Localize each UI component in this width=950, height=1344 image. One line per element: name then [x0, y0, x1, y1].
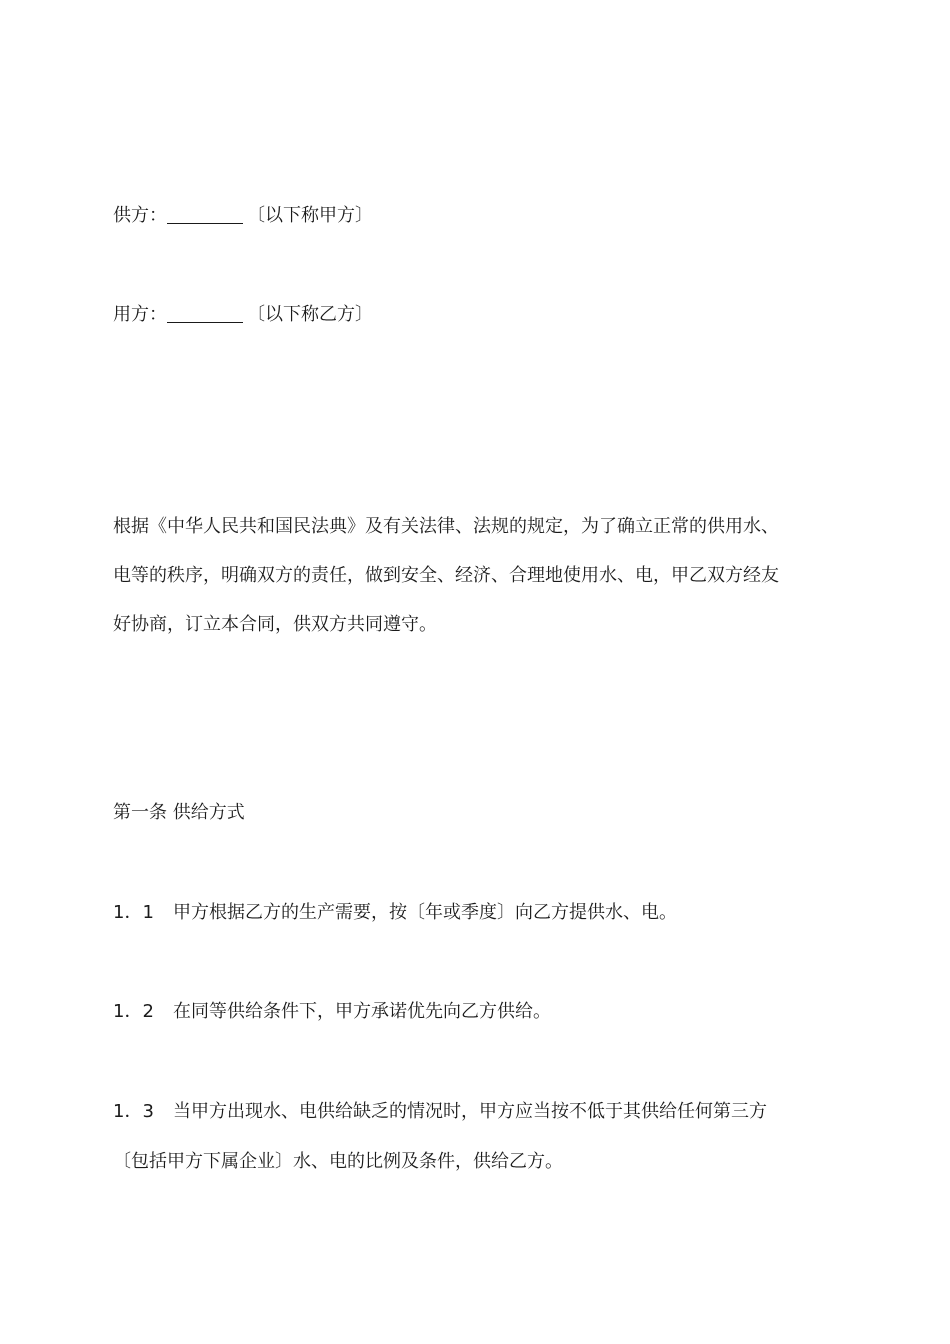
clause-text: 在同等供给条件下，甲方承诺优先向乙方供给。: [173, 1001, 551, 1022]
clause-1-3-continuation: 〔包括甲方下属企业〕水、电的比例及条件，供给乙方。: [113, 1151, 563, 1172]
clause-text: 当甲方出现水、电供给缺乏的情况时，甲方应当按不低于其供给任何第三方: [173, 1101, 767, 1122]
clause-1-3: [113, 1100, 767, 1124]
intro-line-1: 根据《中华人民共和国民法典》及有关法律、法规的规定，为了确立正常的供用水、: [113, 516, 779, 537]
intro-line-2: 电等的秩序，明确双方的责任，做到安全、经济、合理地使用水、电，甲乙双方经友: [113, 565, 779, 586]
clause-1-1: [113, 901, 677, 925]
clause-text: 甲方根据乙方的生产需要，按〔年或季度〕向乙方提供水、电。: [173, 902, 677, 923]
user-suffix: 〔以下称乙方〕: [247, 304, 373, 325]
intro-paragraph: [113, 502, 843, 649]
article-1-title: 第一条 供给方式: [113, 802, 245, 823]
user-blank-field: [167, 304, 243, 323]
supplier-blank-field: [167, 205, 243, 224]
clause-number: 1．2: [113, 1001, 154, 1022]
supplier-label: 供方：: [113, 205, 167, 226]
intro-line-3: 好协商，订立本合同，供双方共同遵守。: [113, 614, 437, 635]
clause-number: 1．3: [113, 1101, 154, 1122]
user-line: [113, 303, 373, 327]
clause-number: 1．1: [113, 902, 154, 923]
clause-1-2: [113, 1000, 551, 1024]
user-label: 用方：: [113, 304, 167, 325]
supplier-line: [113, 204, 373, 228]
supplier-suffix: 〔以下称甲方〕: [247, 205, 373, 226]
